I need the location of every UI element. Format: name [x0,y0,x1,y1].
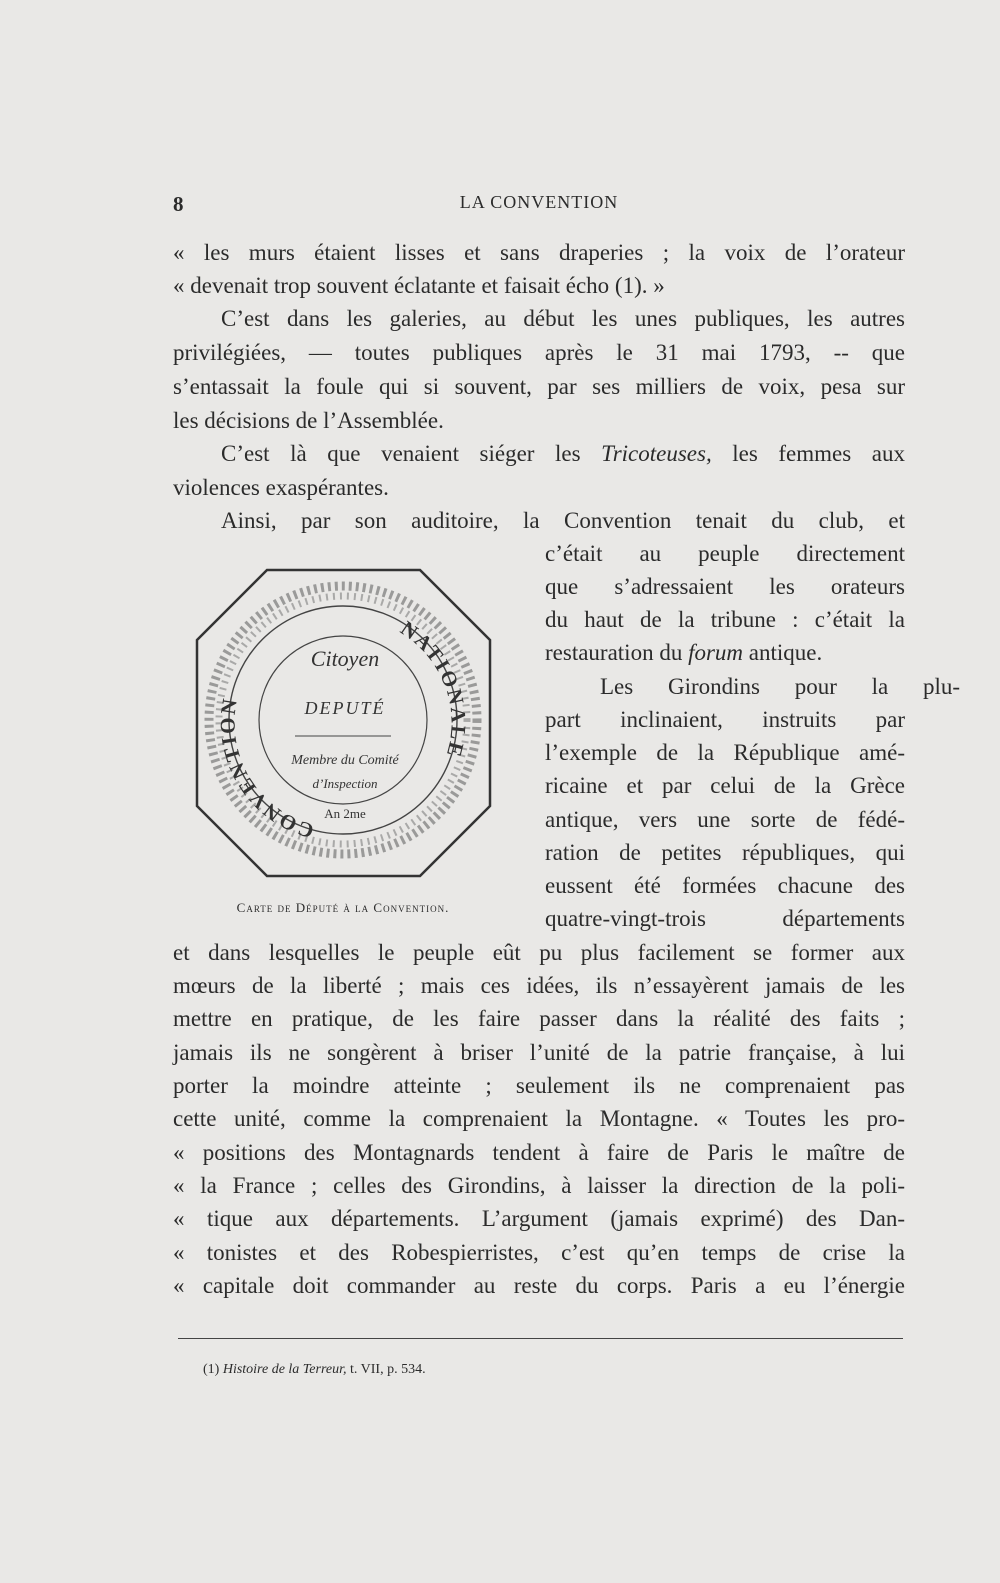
card-line-citoyen: Citoyen [310,646,380,671]
text-line: privilégiées, — toutes publiques après le 31 mai 1793, -- que [173,340,905,365]
figure-caption: Carte de Député à la Convention. [236,900,450,915]
text-line: et dans lesquelles le peuple eût pu plus facilement se former aux [173,940,905,965]
footnote-ref: t. VII, p. 534. [350,1362,426,1377]
text-line: violences exaspérantes. [173,475,389,500]
page-number: 8 [173,192,184,216]
deputy-card-figure [195,568,492,878]
running-header [173,192,905,222]
text-line: quatre-vingt-trois départements [545,906,905,931]
text-line: porter la moindre atteinte ; seulement ils ne comprenaient pas [173,1073,905,1098]
text-line: « positions des Montagnards tendent à faire de Paris le maître de [173,1140,905,1165]
italic-term: Tricoteuses, [601,441,712,466]
text-line: « la France ; celles des Girondins, à laisser la direction de la poli- [173,1173,905,1198]
ring-text-right: NATIONALE [396,616,471,761]
text-line: eussent été formées chacune des [545,873,905,898]
footnote [203,1362,426,1378]
running-title: LA CONVENTION [459,192,619,212]
text-line: « tique aux départements. L’argument (jamais exprimé) des Dan- [173,1206,905,1231]
card-line-membre: Membre du Comité [291,753,399,768]
text-line: les décisions de l’Assemblée. [173,408,444,433]
footnote-title: Histoire de la Terreur, [222,1362,347,1377]
text-line: C’est là que venaient siéger les Tricoteuses, les femmes aux [221,441,905,466]
svg-text:NATIONALE [396,616,470,761]
text-line: cette unité, comme la comprenaient la Montagne. « Toutes les pro- [173,1106,905,1131]
text-line: ration de petites républiques, qui [545,840,905,865]
footnote-rule [178,1338,903,1339]
ring-text-left: CONVENTION [215,695,317,844]
card-line-depute: DEPUTÉ [304,698,386,718]
footnote-number: (1) [203,1362,220,1377]
card-line-an: An 2me [324,806,366,821]
text-line: antique, vers une sorte de fédé- [545,807,905,832]
deputy-card-illustration [195,568,492,878]
text-line: jamais ils ne songèrent à briser l’unité de la patrie française, à lui [173,1040,905,1065]
card-line-inspection: d’Inspection [312,776,378,791]
text-line: mœurs de la liberté ; mais ces idées, ils n’essayèrent jamais de les [173,973,905,998]
text-line: du haut de la tribune : c’était la [545,607,905,632]
text-line: restauration du forum antique. [545,640,823,665]
text-line: Ainsi, par son auditoire, la Convention tenait du club, et [221,508,905,533]
svg-text:CONVENTION [215,695,316,843]
text-line: « les murs étaient lisses et sans draperies ; la voix de l’orateur [173,240,905,265]
text-line: « devenait trop souvent éclatante et faisait écho (1). » [173,273,665,298]
text-line: C’est dans les galeries, au début les unes publiques, les autres [221,306,905,331]
text-line: Les Girondins pour la plu- [600,674,960,699]
text-line: part inclinaient, instruits par [545,707,905,732]
text-line: que s’adressaient les orateurs [545,574,905,599]
text-line: s’entassait la foule qui si souvent, par ses milliers de voix, pesa sur [173,374,905,399]
text-line: mettre en pratique, de les faire passer dans la réalité des faits ; [173,1006,905,1031]
text-line: « tonistes et des Robespierristes, c’est qu’en temps de crise la [173,1240,905,1265]
text-line: l’exemple de la République amé- [545,740,905,765]
text-line: « capitale doit commander au reste du corps. Paris a eu l’énergie [173,1273,905,1298]
italic-term: forum [688,640,744,665]
text-line: c’était au peuple directement [545,541,905,566]
text-line: ricaine et par celui de la Grèce [545,773,905,798]
